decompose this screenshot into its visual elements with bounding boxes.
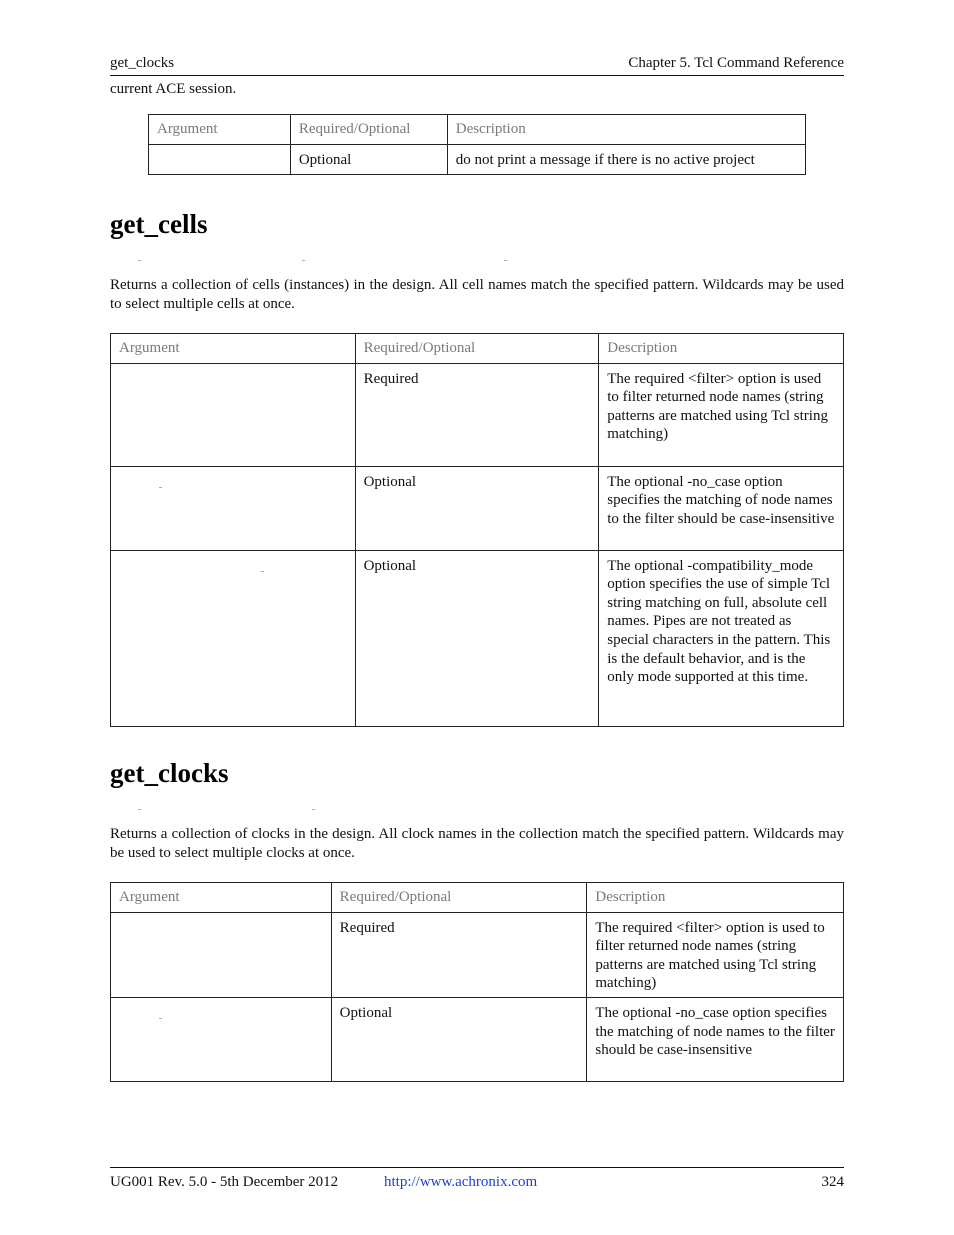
underscore-mark: _	[159, 1013, 162, 1020]
arguments-table-get-clocks	[110, 882, 844, 1082]
section-description: Returns a collection of clocks in the design. All clock names in the collection match the specified pattern. Wildcards may be used to select multiple clocks at once.	[110, 826, 844, 861]
underscore-mark: _	[138, 805, 141, 811]
column-header-description: Description	[599, 334, 844, 364]
underscore-mark: _	[261, 566, 264, 573]
table-row	[111, 550, 844, 726]
arguments-table-previous	[148, 114, 806, 175]
underscore-mark: _	[138, 256, 141, 262]
required-cell: Required	[355, 363, 599, 466]
page-number: 324	[821, 1174, 844, 1190]
column-header-description: Description	[587, 883, 844, 913]
table-header-row	[149, 115, 806, 145]
argument-cell	[111, 363, 356, 466]
column-header-required: Required/Optional	[290, 115, 447, 145]
column-header-required: Required/Optional	[331, 883, 587, 913]
description-cell: The required <filter> option is used to filter returned node names (string patterns are matched using Tcl string matching)	[587, 912, 844, 997]
running-header-right: Chapter 5. Tcl Command Reference	[628, 55, 844, 71]
table-row	[111, 363, 844, 466]
underscore-mark: _	[302, 256, 305, 262]
required-cell: Optional	[355, 466, 599, 550]
column-header-argument: Argument	[111, 334, 356, 364]
description-cell: do not print a message if there is no active project	[447, 144, 805, 174]
argument-cell	[149, 144, 291, 174]
column-header-argument: Argument	[111, 883, 332, 913]
running-header-left: get_clocks	[110, 55, 175, 71]
description-cell: The optional -no_case option specifies the matching of node names to the filter should be case-insensitive	[599, 466, 844, 550]
description-cell: The optional -no_case option specifies the matching of node names to the filter should be case-insensitive	[587, 997, 844, 1081]
arguments-table-get-cells	[110, 333, 844, 727]
section-description: Returns a collection of cells (instances) in the design. All cell names match the specified pattern. Wildcards may be used to select multiple cells at once.	[110, 277, 844, 312]
continuation-text: current ACE session.	[110, 81, 237, 97]
description-cell: The required <filter> option is used to filter returned node names (string patterns are matched using Tcl string matching)	[599, 363, 844, 466]
underscore-mark: _	[159, 482, 162, 489]
argument-cell	[111, 466, 356, 550]
argument-cell	[111, 912, 332, 997]
command-syntax-line	[110, 805, 844, 815]
column-header-description: Description	[447, 115, 805, 145]
command-syntax-line	[110, 256, 844, 266]
table-row	[149, 144, 806, 174]
table-row	[111, 466, 844, 550]
column-header-argument: Argument	[149, 115, 291, 145]
underscore-mark: _	[504, 256, 507, 262]
header-rule	[110, 75, 844, 76]
footer-revision: UG001 Rev. 5.0 - 5th December 2012	[110, 1174, 339, 1190]
table-row	[111, 912, 844, 997]
column-header-required: Required/Optional	[355, 334, 599, 364]
required-cell: Optional	[331, 997, 587, 1081]
argument-cell	[111, 997, 332, 1081]
table-row	[111, 997, 844, 1081]
section-title-get-clocks: get_clocks	[110, 758, 229, 788]
section-title-get-cells: get_cells	[110, 209, 208, 239]
required-cell: Required	[331, 912, 587, 997]
underscore-mark: _	[312, 805, 315, 811]
description-cell: The optional -compatibility_mode option specifies the use of simple Tcl string matching on full, absolute cell names. Pipes are not treated as special characters in the pattern. This is the default behavior, and is the only mode supported at this time.	[599, 550, 844, 726]
argument-cell	[111, 550, 356, 726]
footer-website-link[interactable]: http://www.achronix.com	[384, 1174, 538, 1190]
required-cell: Optional	[355, 550, 599, 726]
table-header-row	[111, 883, 844, 913]
footer-rule	[110, 1167, 844, 1168]
table-header-row	[111, 334, 844, 364]
required-cell: Optional	[290, 144, 447, 174]
